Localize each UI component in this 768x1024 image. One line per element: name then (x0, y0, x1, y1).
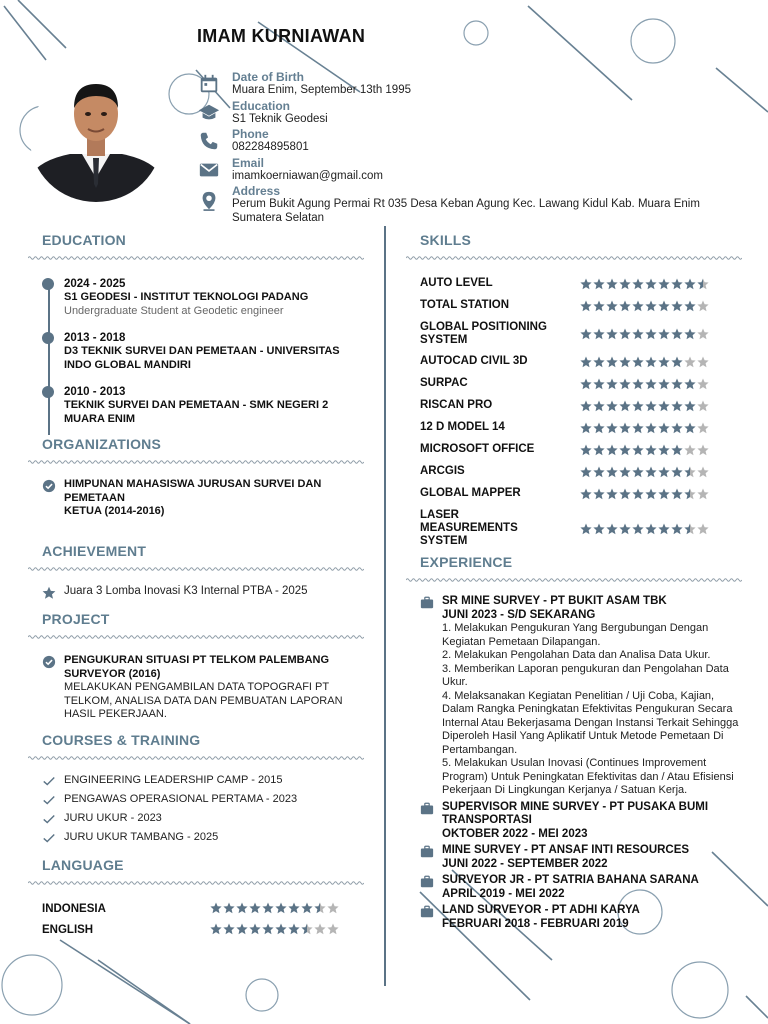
language-row (28, 922, 364, 943)
star-icon (606, 488, 618, 500)
star-icon (697, 400, 709, 412)
star-icon (236, 923, 248, 935)
star-icon (697, 300, 709, 312)
experience-duty: 3. Memberikan Laporan pengukuran dan Pengolahan Data Ukur. (442, 662, 729, 688)
education-section (28, 232, 364, 439)
star-icon (684, 466, 696, 478)
skill-name: ARCGIS (420, 465, 465, 477)
star-icon (658, 444, 670, 456)
checkmark-icon (42, 831, 56, 845)
star-icon (671, 328, 683, 340)
star-icon (210, 923, 222, 935)
star-icon (619, 488, 631, 500)
contact-value: imamkoerniawan@gmail.com (232, 169, 383, 182)
rating-stars (580, 422, 709, 434)
star-icon (632, 523, 644, 535)
star-icon (697, 488, 709, 500)
star-icon (697, 328, 709, 340)
course-text: ENGINEERING LEADERSHIP CAMP - 2015 (64, 774, 283, 786)
star-icon (645, 466, 657, 478)
star-icon (658, 422, 670, 434)
skill-row (406, 421, 742, 435)
star-icon (684, 278, 696, 290)
education-desc: Undergraduate Student at Geodetic engineer (64, 304, 284, 317)
course-text: JURU UKUR TAMBANG - 2025 (64, 831, 219, 843)
experience-section (406, 554, 742, 934)
star-icon (697, 378, 709, 390)
location-pin-icon (198, 190, 220, 212)
experience-item (406, 801, 742, 842)
education-item (64, 385, 364, 426)
star-icon (619, 278, 631, 290)
star-icon (606, 523, 618, 535)
contact-dob (198, 70, 743, 98)
rating-stars (580, 444, 709, 456)
star-icon (632, 356, 644, 368)
contact-email (198, 156, 743, 184)
phone-icon (198, 130, 220, 152)
timeline-dot (42, 278, 54, 290)
star-icon (606, 328, 618, 340)
education-school: D3 TEKNIK SURVEI DAN PEMETAAN - UNIVERSITAS INDO GLOBAL MANDIRI (64, 345, 340, 371)
achievement-section (28, 543, 364, 599)
experience-item (406, 904, 742, 931)
star-icon (619, 356, 631, 368)
briefcase-icon (420, 875, 434, 888)
course-item (28, 809, 364, 828)
star-icon (619, 444, 631, 456)
star-icon (684, 523, 696, 535)
star-icon (593, 488, 605, 500)
experience-period: JUNI 2022 - SEPTEMBER 2022 (442, 857, 608, 870)
education-year: 2024 - 2025 (64, 278, 126, 290)
star-icon (593, 466, 605, 478)
star-icon (210, 902, 222, 914)
star-icon (697, 466, 709, 478)
project-name: PENGUKURAN SITUASI PT TELKOM PALEMBANG (64, 654, 330, 666)
star-icon (580, 422, 592, 434)
contact-label: Address (232, 184, 281, 198)
star-icon (619, 378, 631, 390)
star-icon (580, 356, 592, 368)
star-icon (645, 523, 657, 535)
star-icon (580, 488, 592, 500)
star-icon (632, 400, 644, 412)
star-icon (671, 466, 683, 478)
star-icon (606, 300, 618, 312)
star-icon (671, 378, 683, 390)
skill-row (406, 355, 742, 369)
star-icon (327, 902, 339, 914)
star-icon (593, 356, 605, 368)
wavy-divider (28, 566, 364, 572)
star-icon (619, 523, 631, 535)
star-icon (645, 400, 657, 412)
star-icon (580, 300, 592, 312)
education-item (64, 277, 364, 318)
star-icon (275, 923, 287, 935)
star-icon (606, 466, 618, 478)
calendar-icon (198, 73, 220, 95)
skill-row (406, 465, 742, 479)
star-icon (262, 902, 274, 914)
star-icon (619, 422, 631, 434)
course-text: JURU UKUR - 2023 (64, 812, 162, 824)
section-title: COURSES & TRAINING (42, 732, 201, 748)
star-icon (645, 444, 657, 456)
section-title: LANGUAGE (42, 857, 124, 873)
timeline-dot (42, 332, 54, 344)
star-icon (593, 400, 605, 412)
star-icon (645, 378, 657, 390)
contact-address (198, 184, 743, 225)
skill-row (406, 377, 742, 391)
star-icon (593, 422, 605, 434)
star-icon (593, 300, 605, 312)
skill-name: LASER MEASUREMENTS SYSTEM (420, 509, 518, 547)
experience-period: FEBRUARI 2018 - FEBRUARI 2019 (442, 917, 629, 930)
star-icon (606, 422, 618, 434)
skill-row (406, 277, 742, 291)
wavy-divider (28, 459, 364, 465)
organization-name: HIMPUNAN MAHASISWA JURUSAN SURVEI DAN PEMETAAN (64, 478, 322, 504)
star-icon (632, 444, 644, 456)
language-name: ENGLISH (42, 924, 94, 936)
star-icon (223, 902, 235, 914)
star-icon (619, 400, 631, 412)
language-name: INDONESIA (42, 903, 106, 915)
experience-period: JUNI 2023 - S/D SEKARANG (442, 608, 596, 621)
star-icon (593, 523, 605, 535)
star-icon (606, 444, 618, 456)
contact-value: S1 Teknik Geodesi (232, 112, 328, 125)
star-icon (658, 300, 670, 312)
star-icon (314, 902, 326, 914)
contact-label: Education (232, 98, 291, 113)
star-icon (580, 466, 592, 478)
courses-section (28, 732, 364, 847)
star-icon (658, 400, 670, 412)
star-icon (632, 300, 644, 312)
star-icon (632, 466, 644, 478)
wavy-divider (406, 255, 742, 261)
skill-row (406, 299, 742, 313)
star-icon (645, 422, 657, 434)
briefcase-icon (420, 802, 434, 815)
skill-name: AUTO LEVEL (420, 277, 493, 289)
language-section (28, 857, 364, 943)
star-icon (314, 923, 326, 935)
rating-stars (580, 523, 709, 535)
rating-stars (580, 378, 709, 390)
briefcase-icon (420, 905, 434, 918)
experience-duty: 5. Melakukan Usulan Inovasi (Continues Improvement Program) Untuk Peningkatan Efektivitas dan / Atau Efisiensi Pekerjaan Di Lingkungan Kerjanya / Satuan Kerja. (442, 757, 734, 796)
course-text: PENGAWAS OPERASIONAL PERTAMA - 2023 (64, 793, 298, 805)
experience-item (406, 595, 742, 798)
star-icon (249, 902, 261, 914)
star-icon (327, 923, 339, 935)
star-icon (671, 300, 683, 312)
skill-name: SURPAC (420, 377, 468, 389)
star-icon (619, 328, 631, 340)
checkmark-icon (42, 812, 56, 826)
contact-phone (198, 127, 743, 155)
star-icon (658, 488, 670, 500)
project-item (28, 654, 364, 722)
star-icon (684, 328, 696, 340)
project-role: SURVEYOR (2016) (64, 667, 161, 680)
star-icon (606, 400, 618, 412)
education-timeline (28, 277, 364, 426)
experience-title: LAND SURVEYOR - PT ADHI KARYA (442, 904, 640, 916)
star-icon (697, 444, 709, 456)
checkmark-icon (42, 774, 56, 788)
education-year: 2010 - 2013 (64, 386, 126, 398)
star-icon (645, 278, 657, 290)
experience-title: MINE SURVEY - PT ANSAF INTI RESOURCES (442, 844, 690, 856)
star-icon (658, 356, 670, 368)
star-icon (697, 422, 709, 434)
star-icon (697, 523, 709, 535)
experience-duty: 1. Melakukan Pengukuran Yang Bergubungan Dengan Kegiatan Pemetaan Dilapangan. (442, 622, 709, 648)
skill-name: 12 D MODEL 14 (420, 421, 505, 433)
skill-name: AUTOCAD CIVIL 3D (420, 355, 528, 367)
experience-duty: 2. Melakukan Pengolahan Data dan Analisa Data Ukur. (442, 649, 711, 661)
contact-label: Phone (232, 127, 269, 141)
course-item (28, 771, 364, 790)
star-icon (632, 378, 644, 390)
wavy-divider (28, 880, 364, 886)
course-item (28, 790, 364, 809)
star-icon (645, 356, 657, 368)
profile-photo (30, 74, 162, 202)
star-icon (671, 356, 683, 368)
star-icon (223, 923, 235, 935)
project-desc: MELAKUKAN PENGAMBILAN DATA TOPOGRAFI PT TELKOM, ANALISA DATA DAN PEMBUATAN LAPORAN HASIL PEKERJAAN. (64, 681, 343, 720)
experience-duty: 4. Melaksanakan Kegiatan Penelitian / Uji Coba, Kajian, Dalam Rangka Peningkatan Efektivitas Pengukuran Secara Internal Atau Bekerjasama Dengan Instansi Terkait Sehingga Diperoleh Hasil Yang Aplikatif Untuk Metode Pemetaan Di Pertambangan. (442, 689, 739, 756)
experience-period: APRIL 2019 - MEI 2022 (442, 887, 565, 900)
star-icon (658, 278, 670, 290)
skill-row (406, 509, 742, 548)
rating-stars (580, 466, 709, 478)
star-icon (580, 278, 592, 290)
star-icon (619, 466, 631, 478)
rating-stars (210, 923, 339, 935)
skills-list (406, 277, 742, 548)
language-row (28, 901, 364, 922)
skill-name: TOTAL STATION (420, 299, 510, 311)
briefcase-icon (420, 596, 434, 609)
star-icon (606, 278, 618, 290)
section-title: EXPERIENCE (420, 554, 513, 570)
star-icon (632, 278, 644, 290)
contact-value: 082284895801 (232, 141, 309, 153)
experience-item (406, 844, 742, 871)
column-divider (384, 226, 386, 986)
star-icon (684, 422, 696, 434)
wavy-divider (406, 577, 742, 583)
star-icon (684, 300, 696, 312)
skill-name: RISCAN PRO (420, 399, 493, 411)
star-icon (580, 444, 592, 456)
star-icon (671, 523, 683, 535)
skill-row (406, 399, 742, 413)
contact-info (198, 70, 743, 226)
contact-label: Date of Birth (232, 70, 304, 84)
star-icon (593, 444, 605, 456)
star-icon (684, 378, 696, 390)
star-icon (275, 902, 287, 914)
check-circle-icon (42, 655, 56, 669)
star-icon (684, 400, 696, 412)
star-icon (593, 378, 605, 390)
experience-item (406, 874, 742, 901)
star-icon (671, 444, 683, 456)
experience-title: SURVEYOR JR - PT SATRIA BAHANA SARANA (442, 874, 699, 886)
star-icon (301, 902, 313, 914)
wavy-divider (28, 634, 364, 640)
star-icon (288, 902, 300, 914)
star-icon (632, 488, 644, 500)
star-icon (645, 328, 657, 340)
star-icon (249, 923, 261, 935)
star-icon (684, 444, 696, 456)
section-title: ACHIEVEMENT (42, 543, 147, 559)
star-icon (593, 278, 605, 290)
achievement-item (28, 585, 364, 599)
contact-value: Perum Bukit Agung Permai Rt 035 Desa Keban Agung Kec. Lawang Kidul Kab. Muara Enim Sumatera Selatan (232, 198, 700, 224)
wavy-divider (28, 255, 364, 261)
skill-name: GLOBAL MAPPER (420, 487, 521, 499)
star-icon (671, 488, 683, 500)
education-school: TEKNIK SURVEI DAN PEMETAAN - SMK NEGERI 2 MUARA ENIM (64, 399, 329, 425)
organization-item (28, 478, 364, 519)
star-icon (580, 378, 592, 390)
star-icon (236, 902, 248, 914)
rating-stars (580, 488, 709, 500)
checkmark-icon (42, 793, 56, 807)
rating-stars (580, 328, 709, 340)
skills-section (406, 232, 742, 556)
skill-name: GLOBAL POSITIONING SYSTEM (420, 321, 547, 346)
star-icon (671, 422, 683, 434)
star-icon (580, 328, 592, 340)
rating-stars (580, 300, 709, 312)
star-icon (671, 278, 683, 290)
rating-stars (580, 400, 709, 412)
star-icon (632, 328, 644, 340)
email-icon (198, 159, 220, 181)
star-icon (606, 356, 618, 368)
star-icon (606, 378, 618, 390)
experience-list (406, 595, 742, 931)
organizations-section (28, 436, 364, 519)
star-icon (619, 300, 631, 312)
experience-period: OKTOBER 2022 - MEI 2023 (442, 827, 588, 840)
star-icon (288, 923, 300, 935)
star-icon (658, 378, 670, 390)
skill-row (406, 487, 742, 501)
star-icon (580, 523, 592, 535)
course-item (28, 828, 364, 847)
section-title: SKILLS (420, 232, 471, 248)
contact-education (198, 99, 743, 127)
star-icon (671, 400, 683, 412)
star-icon (580, 400, 592, 412)
project-section (28, 611, 364, 722)
education-item (64, 331, 364, 372)
section-title: EDUCATION (42, 232, 126, 248)
star-icon (262, 923, 274, 935)
graduation-cap-icon (198, 102, 220, 124)
section-title: ORGANIZATIONS (42, 436, 162, 452)
star-icon (684, 488, 696, 500)
star-icon (645, 488, 657, 500)
education-year: 2013 - 2018 (64, 332, 126, 344)
education-school: S1 GEODESI - INSTITUT TEKNOLOGI PADANG (64, 291, 309, 303)
check-circle-icon (42, 479, 56, 493)
timeline-dot (42, 386, 54, 398)
star-icon (697, 356, 709, 368)
skill-row (406, 443, 742, 457)
wavy-divider (28, 755, 364, 761)
contact-label: Email (232, 155, 265, 170)
timeline-line (48, 285, 50, 435)
experience-title: SUPERVISOR MINE SURVEY - PT PUSAKA BUMI TRANSPORTASI (442, 800, 709, 826)
star-icon (42, 586, 56, 600)
candidate-name: IMAM KURNIAWAN (197, 26, 366, 46)
star-icon (697, 278, 709, 290)
briefcase-icon (420, 845, 434, 858)
rating-stars (210, 902, 339, 914)
rating-stars (580, 278, 709, 290)
experience-title: SR MINE SURVEY - PT BUKIT ASAM TBK (442, 595, 667, 607)
star-icon (645, 300, 657, 312)
section-title: PROJECT (42, 611, 110, 627)
star-icon (658, 523, 670, 535)
star-icon (632, 422, 644, 434)
achievement-text: Juara 3 Lomba Inovasi K3 Internal PTBA - 2025 (64, 585, 308, 597)
skill-name: MICROSOFT OFFICE (420, 443, 535, 455)
star-icon (684, 356, 696, 368)
rating-stars (580, 356, 709, 368)
skill-row (406, 321, 742, 347)
organization-role: KETUA (2014-2016) (64, 505, 165, 517)
star-icon (658, 466, 670, 478)
contact-value: Muara Enim, September 13th 1995 (232, 84, 411, 96)
star-icon (658, 328, 670, 340)
star-icon (593, 328, 605, 340)
star-icon (301, 923, 313, 935)
